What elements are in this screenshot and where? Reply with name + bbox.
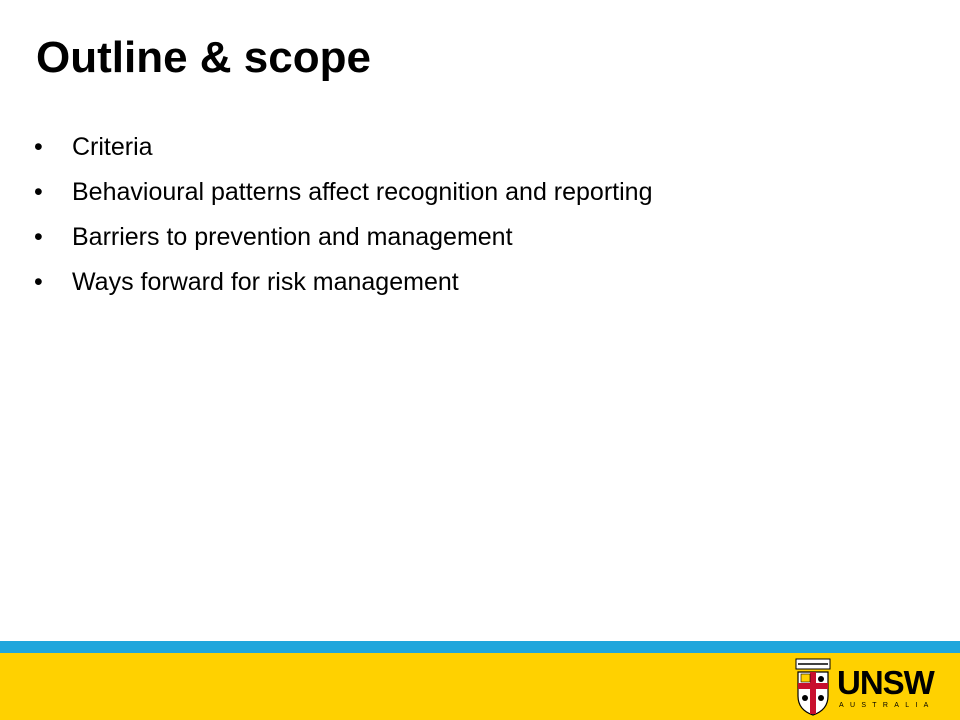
footer-stripe — [0, 641, 960, 653]
bullet-item — [34, 214, 652, 259]
unsw-wordmark — [837, 663, 935, 709]
unsw-crest-icon — [795, 658, 831, 716]
bullet-list — [34, 124, 652, 304]
bullet-marker: • — [34, 132, 43, 161]
bullet-text: Ways forward for risk management — [72, 267, 459, 296]
bullet-item — [34, 169, 652, 214]
bullet-marker: • — [34, 177, 43, 206]
bullet-item — [34, 124, 652, 169]
bullet-marker: • — [34, 222, 43, 251]
slide-title: Outline & scope — [36, 33, 371, 82]
unsw-logo — [795, 657, 945, 717]
bullet-text: Barriers to prevention and management — [72, 222, 513, 251]
bullet-item — [34, 259, 652, 304]
bullet-marker: • — [34, 267, 43, 296]
bullet-text: Behavioural patterns affect recognition and reporting — [72, 177, 653, 206]
unsw-wordmark-subtitle: AUSTRALIA — [839, 701, 935, 709]
bullet-text: Criteria — [72, 132, 153, 161]
unsw-wordmark-text: UNSW — [837, 663, 934, 701]
